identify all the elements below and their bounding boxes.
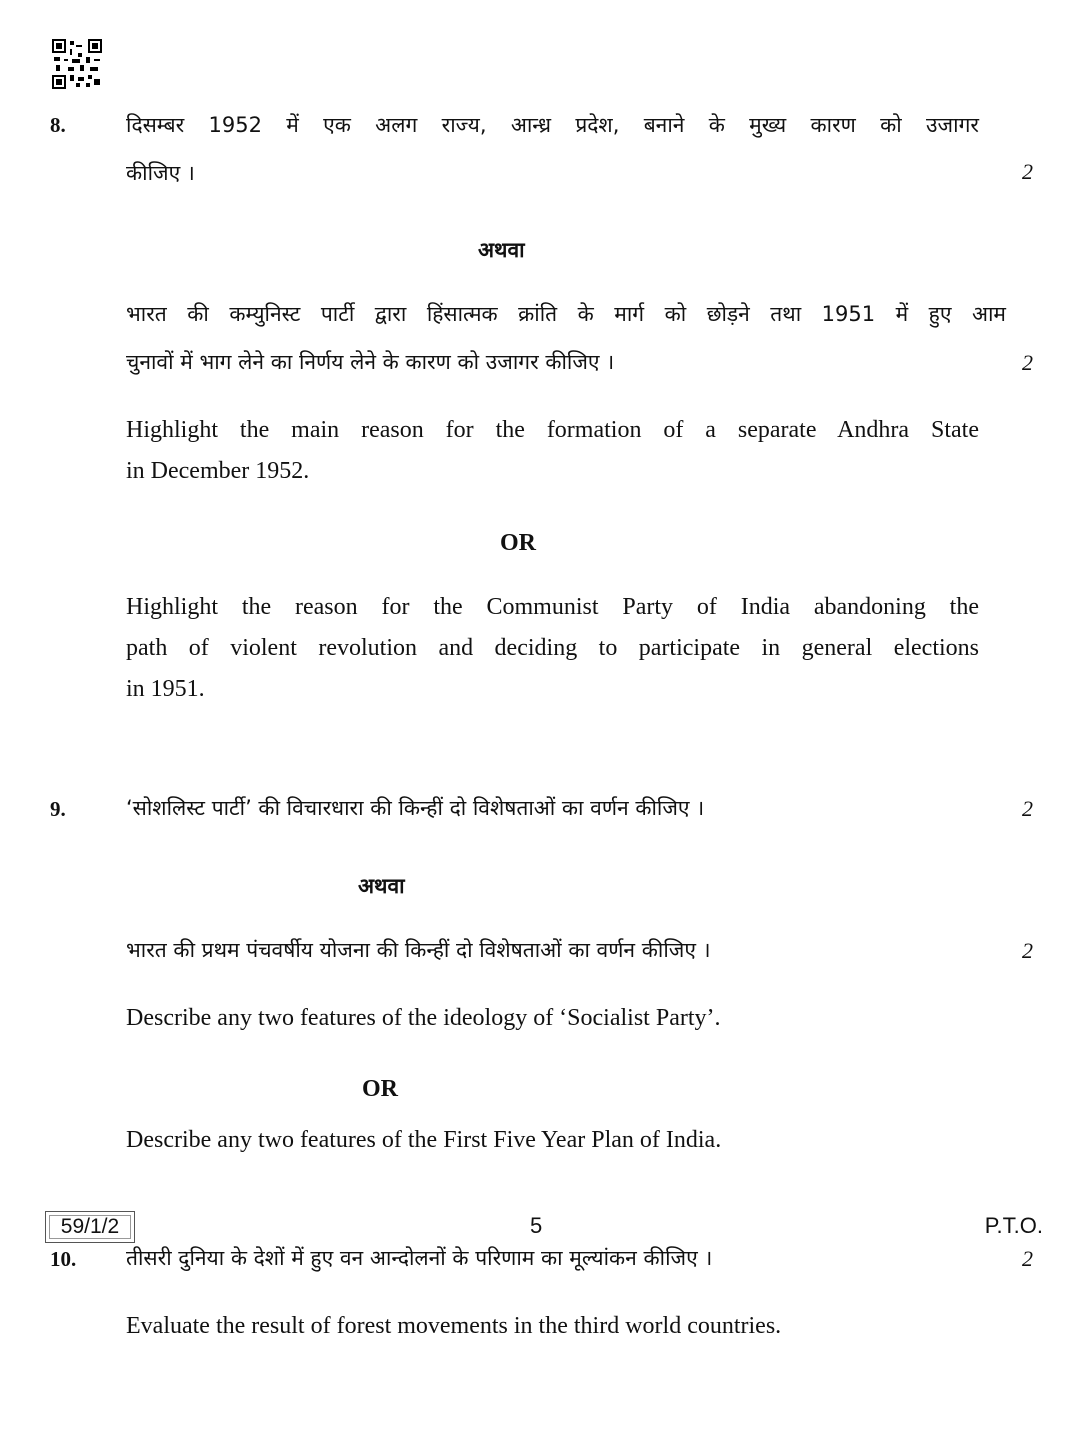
or-heading-english: OR [500,530,536,556]
or-heading-english: OR [362,1076,398,1102]
paper-code [45,1211,135,1243]
question-text-hindi: ‘सोशलिस्ट पार्टी’ की विचारधारा की किन्हीं दो विशेषताओं का वर्णन कीजिए । [126,796,705,820]
alternative-text-english: in 1951. [126,676,205,702]
qr-code-icon [52,39,102,89]
or-heading-hindi: अथवा [358,874,405,898]
question-text-english: Describe any two features of the ideology of ‘Socialist Party’. [126,1005,721,1031]
alternative-text-hindi: भारत की प्रथम पंचवर्षीय योजना की किन्हीं दो विशेषताओं का वर्णन कीजिए । [126,938,711,962]
marks: 2 [1022,938,1033,963]
question-number: 9. [50,797,66,821]
please-turn-over: P.T.O. [984,1213,1043,1238]
question-text-english: Evaluate the result of forest movements in the third world countries. [126,1313,782,1339]
page-number: 5 [530,1213,543,1238]
or-heading-hindi: अथवा [478,238,525,262]
question-text-english: Highlight the main reason for the formation of a separate Andhra State [126,417,979,443]
question-number: 10. [50,1247,77,1271]
alternative-text-english: Describe any two features of the First Five Year Plan of India. [126,1127,722,1153]
alternative-text-hindi: चुनावों में भाग लेने का निर्णय लेने के कारण को उजागर कीजिए । [126,350,615,374]
paper-code-label: 59/1/2 [60,1215,120,1238]
marks: 2 [1022,1246,1033,1271]
alternative-text-english: path of violent revolution and deciding to participate in general elections [126,635,979,661]
question-text-hindi: दिसम्बर 1952 में एक अलग राज्य, आन्ध्र प्रदेश, बनाने के मुख्य कारण को उजागर [126,113,979,137]
marks: 2 [1022,796,1033,821]
marks: 2 [1022,350,1033,375]
marks: 2 [1022,159,1033,184]
question-text-hindi: तीसरी दुनिया के देशों में हुए वन आन्दोलनों के परिणाम का मूल्यांकन कीजिए । [126,1246,713,1270]
alternative-text-hindi: भारत की कम्युनिस्ट पार्टी द्वारा हिंसात्मक क्रांति के मार्ग को छोड़ने तथा 1951 में हुए आम [126,302,1006,326]
alternative-text-english: Highlight the reason for the Communist Party of India abandoning the [126,594,979,620]
question-text-english: in December 1952. [126,458,310,484]
question-number: 8. [50,113,66,137]
question-text-hindi: कीजिए । [126,161,195,185]
